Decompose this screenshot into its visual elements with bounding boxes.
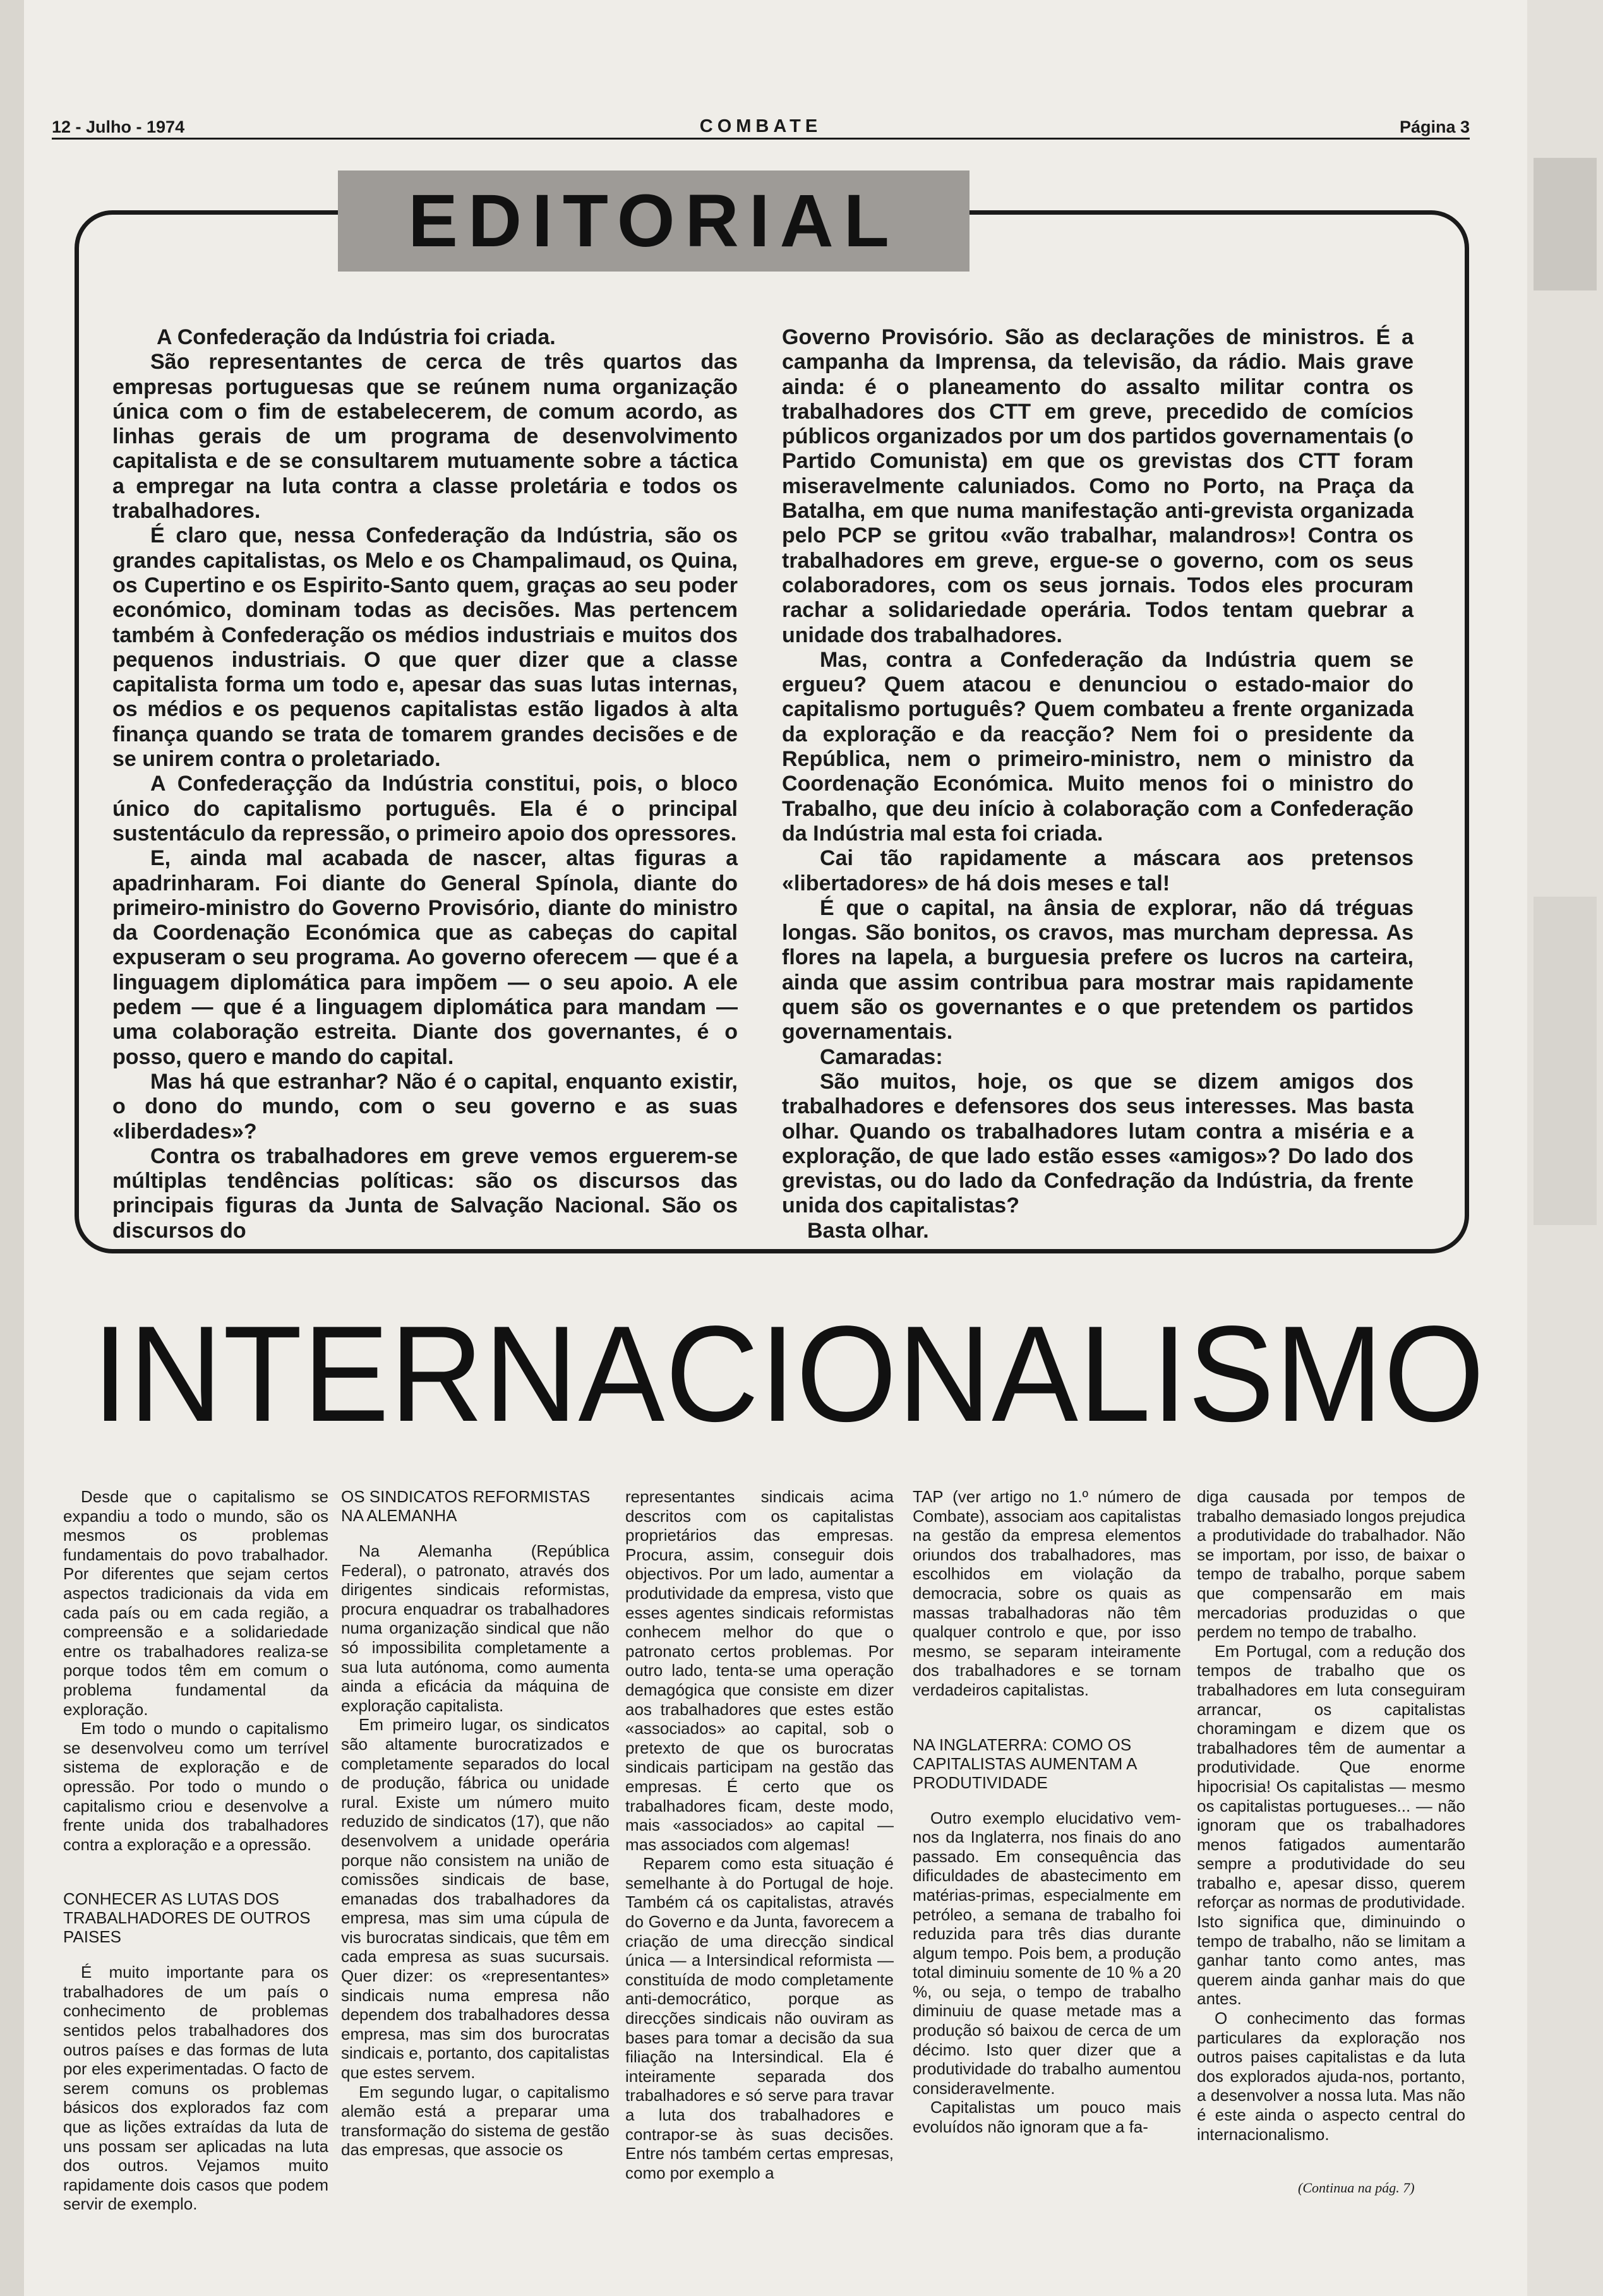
adjacent-page-print <box>1534 158 1597 290</box>
paragraph: É que o capital, na ânsia de explorar, não dá tréguas longas. São bonitos, os cravos, mas murcham depressa. As flores na lapela, a burguesia prefere os lucros na carteira, ainda que assim contribua para mostrar mais rapidamente quem são os governantes e o que pretendem os partidos governamentais. <box>782 895 1414 1044</box>
paragraph: A Confederaçção da Indústria constitui, pois, o bloco único do capitalismo português. Ela é o principal sustentáculo da repressão, o primeiro apoio dos opressores. <box>112 772 738 846</box>
paragraph: São representantes de cerca de três quartos das empresas portuguesas que se reúnem numa organização única com o fim de estabelecerem, de comum acordo, as linhas gerais de um programa de desenvolvimento capitalista e de se consultarem mutuamente sobre a táctica a empregar na luta contra a classe proletária e todos os trabalhadores. <box>112 350 738 523</box>
paragraph: E, ainda mal acabada de nascer, altas figuras a apadrinharam. Foi diante do General Spínola, diante do primeiro-ministro do Governo Provisório, diante do ministro da Coordenação Económica que as cabeças do capital expuseram o seu programa. Ao governo oferecem — que é a linguagem diplomática para impõem — o seu apoio. A ele pedem — que é a linguagem diplomática para mandam — uma colaboração estreita. Diante dos governantes, é o posso, quero e mando do capital. <box>112 846 738 1069</box>
paragraph: Cai tão rapidamente a máscara aos pretensos «libertadores» de há dois meses e tal! <box>782 846 1414 895</box>
section-subhead: CONHECER AS LUTAS DOS TRABALHADORES DE OUTROS PAISES <box>63 1889 311 1947</box>
paragraph: Basta olhar. <box>807 1218 929 1243</box>
paragraph: Desde que o capitalismo se expandiu a todo o mundo, são os mesmos os problemas fundamentais do povo trabalhador. Por diferentes que sejam certos aspectos tradicionais da vida em cada país ou em cada região, a compreensão e a solidariedade entre os trabalhadores realiza-se porque todos têm em comum o problema fundamental da exploração. <box>63 1487 328 1719</box>
page-edge-left <box>0 0 24 2296</box>
article-column-2 <box>341 1487 609 2160</box>
paragraph: Mas, contra a Confederação da Indústria quem se ergueu? Quem atacou e denunciou o estado-maior do capitalismo português? Quem combateu a frente organizada da exploração e da reacção? Nem foi o presidente da República, nem o primeiro-ministro, nem o ministro da Coordenação Económica. Muito menos foi o ministro do Trabalho, que deu início à colaboração com a Confederação da Indústria mal esta foi criada. <box>782 647 1414 846</box>
paragraph: É claro que, nessa Confederação da Indústria, são os grandes capitalistas, os Melo e os Champalimaud, os Quina, os Cupertino e os Espirito-Santo quem, graças ao seu poder económico, dominam todas as decisões. Mas pertencem também à Confederação os médios industriais e muitos dos pequenos industriais. O que quer dizer que a classe capitalista forma um todo e, apesar das suas lutas internas, os médios e os pequenos capitalistas estão ligados à alta finança quando se trata de tomarem grandes decisões e de se unirem contra o proletariado. <box>112 523 738 772</box>
article-column-3 <box>625 1487 894 2182</box>
paragraph: Camaradas: <box>820 1044 943 1069</box>
paragraph: diga causada por tempos de trabalho demasiado longos prejudica a produtividade do trabalhador. Não se importam, por isso, de baixar o tempo de trabalho, porque sabem que compensarão em mais mercadorias produzidas o que perdem no tempo de trabalho. <box>1197 1487 1465 1642</box>
paragraph: Em primeiro lugar, os sindicatos são altamente burocratizados e completamente separados do local de produção, fábrica ou unidade rural. Existe um número muito reduzido de sindicatos (17), que não desenvolvem a unidade operária porque não consistem na união de comissões sindicais de base, emanadas dos trabalhadores da empresa, mas sim uma cúpula de vis burocratas sindicais, que têm em cada empresa as suas sucursais. Quer dizer: os «representantes» sindicais numa empresa não dependem dos trabalhadores dessa empresa, mas sim dos burocratas sindicais e, portanto, dos capitalistas que estes servem. <box>341 1715 609 2083</box>
continued-note: (Continua na pág. 7) <box>1298 2180 1415 2196</box>
paragraph: representantes sindicais acima descritos com os capitalistas proprietários das empresas. Procura, assim, conseguir dois objectivos. Por um lado, aumentar a produtividade da empresa, visto que esses agentes sindicais reformistas conhecem melhor do que o patronato certos problemas. Por outro lado, tenta-se uma operação demagógica que consiste em dizer aos trabalhadores que estes estão «associados» ao capital, sob o pretexto de que os burocratas sindicais participam na gestão das empresas. É certo que os trabalhadores ficam, deste modo, mais «associados» ao capital — mas associados com algemas! <box>625 1487 894 1854</box>
editorial-title: EDITORIAL <box>408 179 899 263</box>
newspaper-name: COMBATE <box>699 116 822 136</box>
article-column-5 <box>1197 1487 1465 2144</box>
paragraph: O conhecimento das formas particulares da exploração nos outros paises capitalistas e da luta dos explorados ajuda-nos, portanto, a desenvolver a nossa luta. Mas não é este ainda o aspecto central do internacionalismo. <box>1197 2009 1465 2144</box>
editorial-right-column <box>782 325 1414 1243</box>
article-headline: INTERNACIONALISMO <box>92 1297 1486 1450</box>
paragraph: Em todo o mundo o capitalismo se desenvolveu como um terrível sistema de exploração e de opressão. Por todo o mundo o capitalismo criou e desenvolve a frente unida dos trabalhadores contra a exploração e a opressão. <box>63 1719 328 1854</box>
section-subhead: NA INGLATERRA: COMO OS CAPITALISTAS AUMENTAM A PRODUTIVIDADE <box>913 1735 1136 1792</box>
paragraph: Capitalistas um pouco mais evoluídos não ignoram que a fa- <box>913 2098 1181 2137</box>
editorial-left-column <box>112 325 738 1243</box>
paragraph: Contra os trabalhadores em greve vemos erguerem-se múltiplas tendências políticas: são os discursos das principais figuras da Junta de Salvação Nacional. São os discursos do <box>112 1144 738 1243</box>
page-number: Página 3 <box>1399 117 1470 136</box>
page-edge-right <box>1527 0 1603 2296</box>
paragraph: Mas há que estranhar? Não é o capital, enquanto existir, o dono do mundo, com o seu governo e as suas «liberdades»? <box>112 1069 738 1144</box>
paragraph: Reparem como esta situação é semelhante à do Portugal de hoje. Também cá os capitalistas, através do Governo e da Junta, favorecem a criação de uma direcção sindical única — a Intersindical reformista — constituída de modo completamente anti-democrático, porque as direcções sindicais não ouviram as bases para tomar a decisão da sua filiação na Intersindical. Ela é inteiramente separada dos trabalhadores e só serve para travar a luta dos trabalhadores e contrapor-se às suas decisões. Entre nós também certas empresas, como por exemplo a <box>625 1854 894 2182</box>
adjacent-page-print <box>1534 897 1597 1225</box>
paragraph: É muito importante para os trabalhadores de um país o conhecimento de problemas sentidos pelos trabalhadores dos outros países e das formas de luta por eles experimentadas. O facto de serem comuns os problemas básicos dos explorados faz com que as lições extraídas da luta de uns possam ser aplicadas na luta dos outros. Vejamos muito rapidamente dois casos que podem servir de exemplo. <box>63 1963 328 2214</box>
article-column-1 <box>63 1487 328 2214</box>
paragraph: TAP (ver artigo no 1.º número de Combate), associam aos capitalistas na gestão da empresa elementos oriundos dos trabalhadores, mas escolhidos em violação da democracia, sobre os quais as massas trabalhadoras não têm qualquer controlo e que, por isso mesmo, se separam inteiramente dos trabalhadores e se tornam verdadeiros capitalistas. <box>913 1487 1181 1699</box>
paragraph: Em segundo lugar, o capitalismo alemão está a preparar uma transformação do sistema de gestão das empresas, que associe os <box>341 2082 609 2160</box>
issue-date: 12 - Julho - 1974 <box>52 117 185 136</box>
paragraph: A Confederação da Indústria foi criada. <box>157 325 556 349</box>
page-header <box>52 115 1470 140</box>
editorial-title-banner <box>338 170 970 272</box>
paragraph: São muitos, hoje, os que se dizem amigos dos trabalhadores e defensores dos seus interesses. Mas basta olhar. Quando os trabalhadores lutam contra a miséria e a exploração, de que lado estão esses «amigos»? Do lado dos grevistas, ou do lado da Confedração da Indústria, da frente unida dos capitalistas? <box>782 1069 1414 1218</box>
article-column-4 <box>913 1487 1181 2137</box>
section-subhead: OS SINDICATOS REFORMISTAS NA ALEMANHA <box>341 1487 591 1525</box>
paragraph: Na Alemanha (República Federal), o patronato, através dos dirigentes sindicais reformistas, procura enquadrar os trabalhadores numa organização sindical que não só impossibilita completamente a sua luta autónoma, como aumenta ainda a eficácia da máquina de exploração capitalista. <box>341 1541 609 1715</box>
paragraph: Outro exemplo elucidativo vem-nos da Inglaterra, nos finais do ano passado. Em consequência das dificuldades de abastecimento em matérias-primas, especialmente em petróleo, a semana de trabalho foi reduzida para três dias durante algum tempo. Pois bem, a produção total diminuiu somente de 10 % a 20 %, ou seja, o tempo de trabalho diminuiu de quase metade mas a produção só baixou de cerca de um décimo. Isto quer dizer que a produtividade do trabalho aumentou consideravelmente. <box>913 1808 1181 2098</box>
paragraph: Em Portugal, com a redução dos tempos de trabalho que os trabalhadores em luta conseguiram arrancar, os capitalistas choramingam e dizem que os trabalhadores têm de aumentar a produtividade. Que enorme hipocrisia! Os capitalistas — mesmo os capitalistas portugueses... — não ignoram que os trabalhadores menos fatigados aumentarão sempre a produtividade do seu trabalho e, apesar disso, querem reforçar as normas de produtividade. Isto significa que, diminuindo o tempo de trabalho, não se limitam a ganhar tanto como antes, mas querem ainda ganhar mais do que antes. <box>1197 1641 1465 2009</box>
paragraph: Governo Provisório. São as declarações de ministros. É a campanha da Imprensa, da televisão, da rádio. Mais grave ainda: é o planeamento do assalto militar contra os trabalhadores dos CTT em greve, precedido de comícios públicos organizados por um dos partidos governamentais (o Partido Comunista) em que os grevistas dos CTT foram miseravelmente caluniados. Como no Porto, na Praça da Batalha, em que numa manifestação anti-grevista organizada pelo PCP se gritou «vão trabalhar, malandros»! Contra os trabalhadores em greve, ergue-se o governo, com os seus colaboradores, com os seus jornais. Todos eles procuram rachar a solidariedade operária. Todos tentam quebrar a unidade dos trabalhadores. <box>782 325 1414 647</box>
